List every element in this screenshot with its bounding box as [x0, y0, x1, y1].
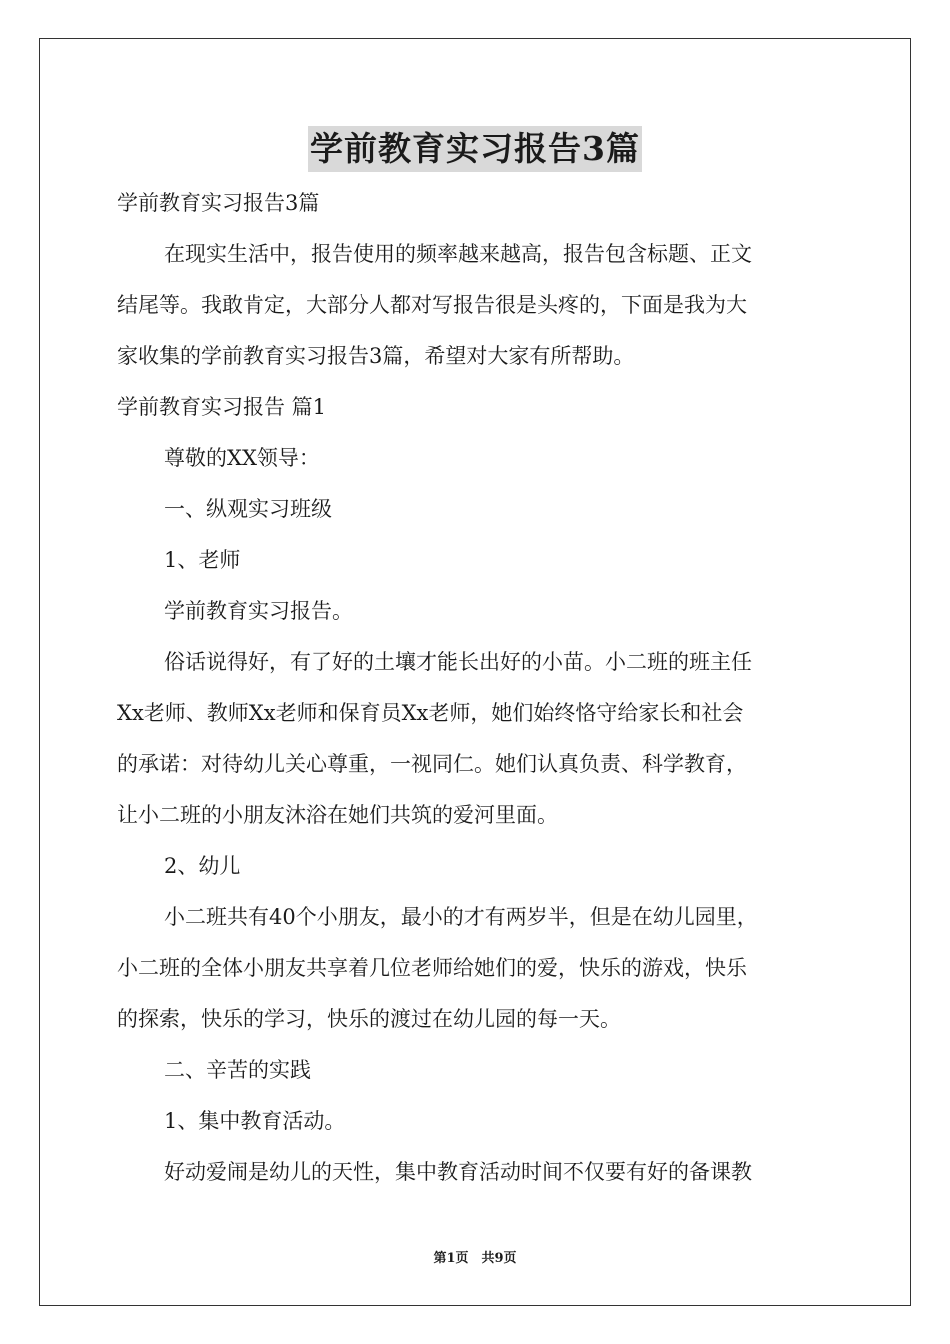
- text-line: 结尾等。我敢肯定，大部分人都对写报告很是头疼的，下面是我为大: [117, 293, 747, 317]
- text-line: 俗话说得好，有了好的土壤才能长出好的小苗。小二班的班主任: [164, 650, 752, 674]
- text-line: 小二班的全体小朋友共享着几位老师给她们的爱，快乐的游戏，快乐: [117, 956, 747, 980]
- text-line: 让小二班的小朋友沐浴在她们共筑的爱河里面。: [117, 803, 558, 827]
- text-line: 尊敬的XX领导：: [164, 446, 320, 470]
- text-line: 在现实生活中，报告使用的频率越来越高，报告包含标题、正文: [164, 242, 752, 266]
- text-line: 一、纵观实习班级: [164, 497, 332, 521]
- text-line: 学前教育实习报告3篇: [117, 191, 320, 215]
- text-line: 好动爱闹是幼儿的天性，集中教育活动时间不仅要有好的备课教: [164, 1160, 752, 1184]
- text-line: 2、幼儿: [164, 854, 241, 878]
- text-line: 的探索，快乐的学习，快乐的渡过在幼儿园的每一天。: [117, 1007, 621, 1031]
- text-line: 小二班共有40个小朋友，最小的才有两岁半，但是在幼儿园里，: [164, 905, 758, 929]
- document-body: [117, 178, 833, 1198]
- page-title: 学前教育实习报告3篇: [308, 126, 642, 172]
- text-line: 的承诺：对待幼儿关心尊重，一视同仁。她们认真负责、科学教育，: [117, 752, 747, 776]
- text-line: 1、老师: [164, 548, 241, 572]
- page-footer: 第1页 共9页: [433, 1251, 517, 1266]
- text-line: 家收集的学前教育实习报告3篇，希望对大家有所帮助。: [117, 344, 635, 368]
- text-line: 学前教育实习报告。: [164, 599, 353, 623]
- text-line: Xx老师、教师Xx老师和保育员Xx老师，她们始终恪守给家长和社会: [117, 701, 744, 725]
- title-area: [0, 126, 950, 172]
- text-line: 二、辛苦的实践: [164, 1058, 311, 1082]
- text-line: 1、集中教育活动。: [164, 1109, 346, 1133]
- text-line: 学前教育实习报告 篇1: [117, 395, 327, 419]
